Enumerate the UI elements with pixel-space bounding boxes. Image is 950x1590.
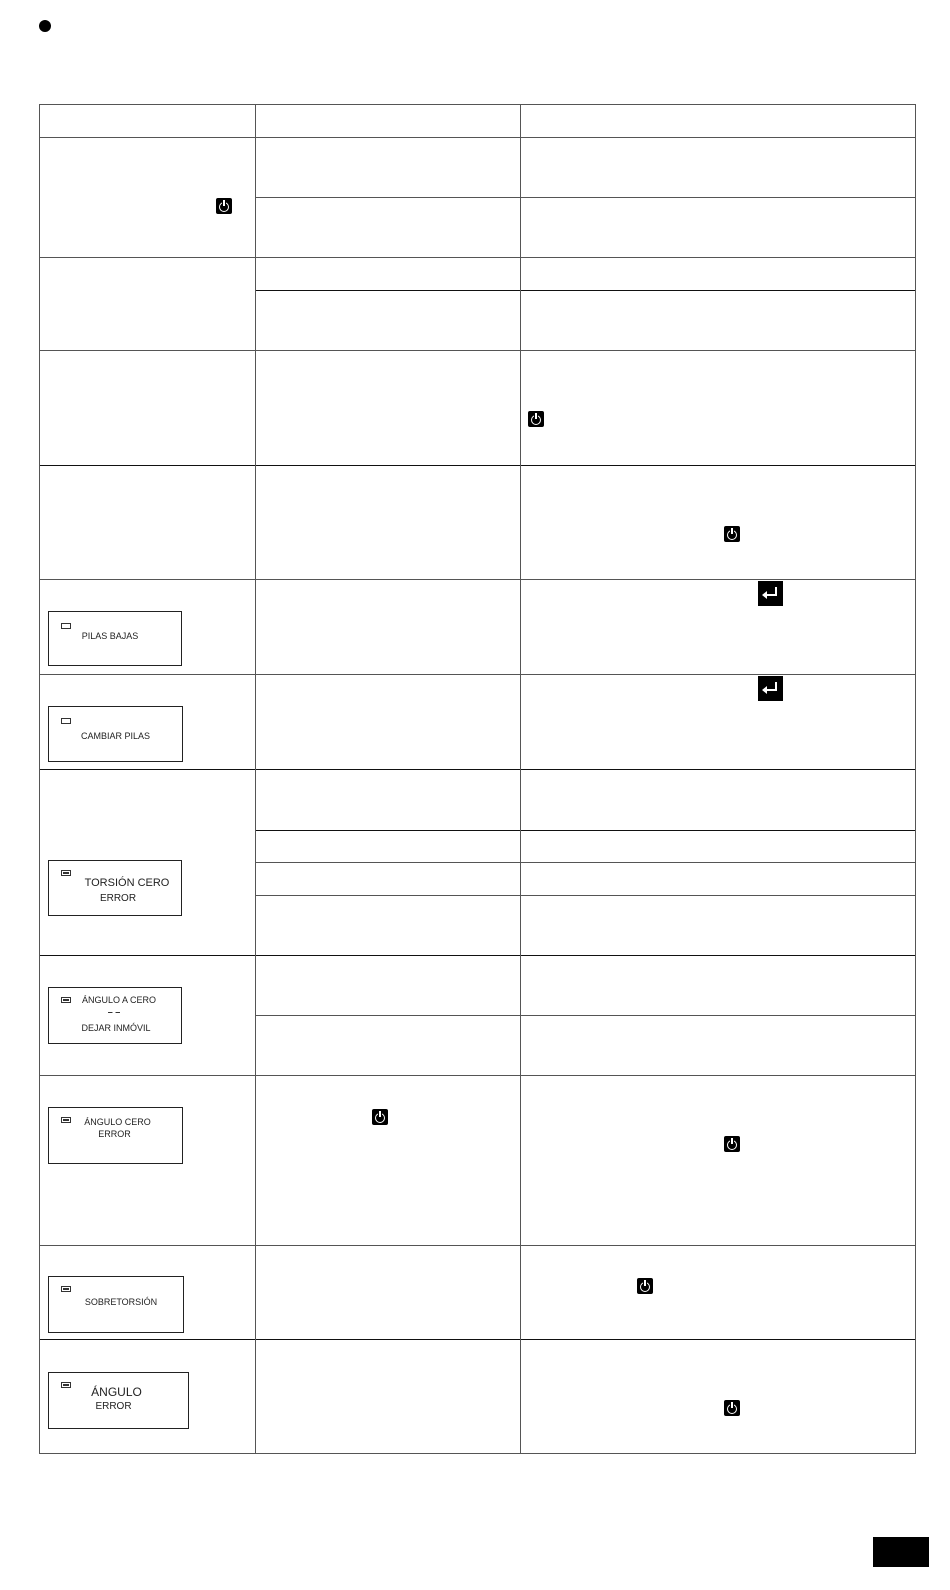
power-icon bbox=[724, 1400, 740, 1416]
table-rule bbox=[39, 769, 916, 770]
table-rule bbox=[255, 1015, 916, 1016]
table-rule bbox=[39, 104, 916, 105]
table-rule bbox=[39, 955, 916, 956]
lcd-over-torque bbox=[48, 1276, 184, 1333]
battery-empty-icon bbox=[61, 718, 71, 724]
battery-empty-icon bbox=[61, 623, 71, 629]
lcd-change-battery bbox=[48, 706, 183, 762]
lcd-line-2: ERROR bbox=[95, 1401, 132, 1412]
lcd-line-1: CAMBIAR PILAS bbox=[80, 731, 151, 741]
table-rule bbox=[255, 830, 916, 831]
lcd-angle-zero-error bbox=[48, 1107, 183, 1164]
lcd-angle-zeroing bbox=[48, 987, 182, 1044]
table-rule bbox=[39, 1339, 916, 1340]
lcd-angle-error bbox=[48, 1372, 189, 1429]
lcd-line-3: DEJAR INMÓVIL bbox=[81, 1023, 151, 1033]
table-rule bbox=[39, 350, 916, 351]
lcd-line-1: ÁNGULO A CERO bbox=[81, 995, 157, 1005]
table-rule bbox=[255, 290, 916, 291]
page-number-tab bbox=[873, 1537, 929, 1567]
table-rule bbox=[520, 104, 521, 1454]
table-rule bbox=[39, 674, 916, 675]
table-rule bbox=[39, 1453, 916, 1454]
lcd-line-2: ERROR bbox=[99, 893, 137, 904]
power-icon bbox=[372, 1109, 388, 1125]
power-icon bbox=[637, 1278, 653, 1294]
power-icon bbox=[724, 1136, 740, 1152]
lcd-line-1: ÁNGULO CERO bbox=[84, 1117, 151, 1127]
battery-full-icon bbox=[61, 870, 71, 876]
table-rule bbox=[39, 465, 916, 466]
power-icon bbox=[724, 526, 740, 542]
lcd-line-2: – – bbox=[107, 1007, 121, 1017]
lcd-low-battery bbox=[48, 611, 182, 666]
table-rule bbox=[39, 257, 916, 258]
table-rule bbox=[255, 197, 916, 198]
lcd-line-1: SOBRETORSIÓN bbox=[84, 1297, 158, 1307]
power-icon bbox=[528, 411, 544, 427]
enter-icon bbox=[758, 581, 783, 606]
table-rule bbox=[255, 862, 916, 863]
table-rule bbox=[39, 1245, 916, 1246]
table-rule bbox=[39, 579, 916, 580]
lcd-line-2: ERROR bbox=[98, 1129, 131, 1139]
battery-full-icon bbox=[61, 1286, 71, 1292]
lcd-line-1: TORSIÓN CERO bbox=[84, 877, 170, 889]
power-icon bbox=[216, 198, 232, 214]
table-rule bbox=[39, 1075, 916, 1076]
table-rule bbox=[915, 104, 916, 1454]
table-rule bbox=[255, 104, 256, 1454]
lcd-line-1: PILAS BAJAS bbox=[81, 631, 139, 641]
table-rule bbox=[39, 137, 916, 138]
table-rule bbox=[255, 895, 916, 896]
lcd-line-1: ÁNGULO bbox=[91, 1385, 142, 1399]
enter-icon bbox=[758, 676, 783, 701]
bullet-dot bbox=[39, 20, 51, 32]
lcd-torque-zero-error bbox=[48, 860, 182, 916]
table-rule bbox=[39, 104, 40, 1454]
